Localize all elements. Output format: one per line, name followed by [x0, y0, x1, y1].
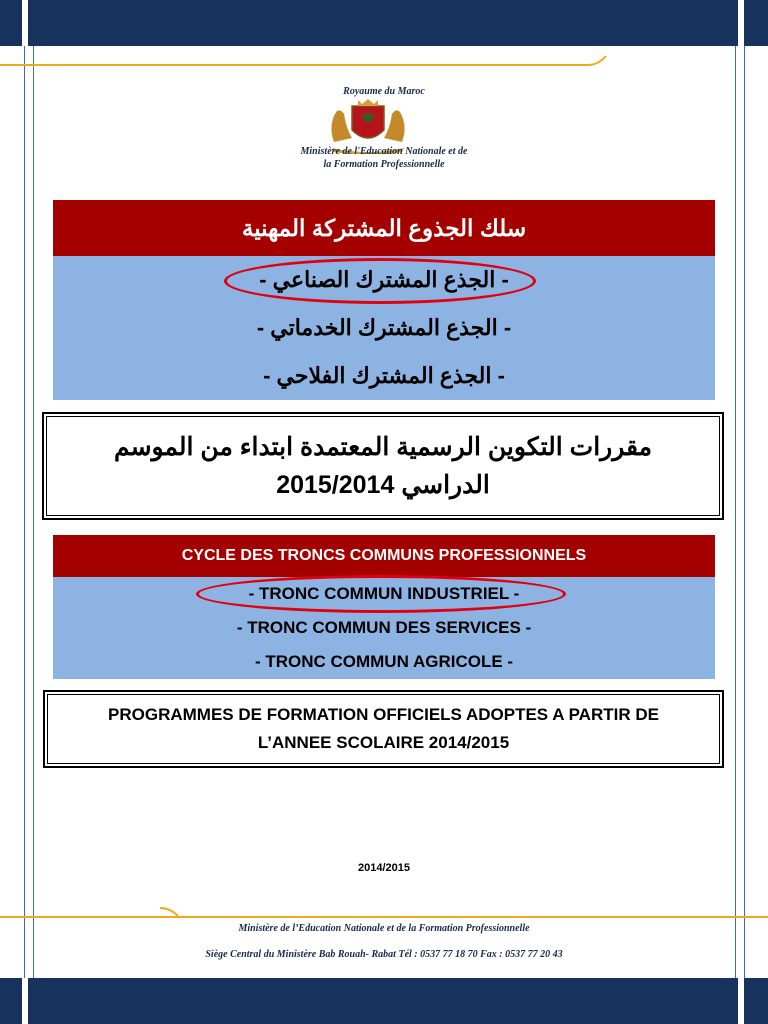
french-cycle-title: CYCLE DES TRONCS COMMUNS PROFESSIONNELS	[53, 535, 715, 577]
tronc-commun-industriel: - TRONC COMMUN INDUSTRIEL -	[248, 584, 520, 603]
french-programs-line-2: L’ANNEE SCOLAIRE 2014/2015	[257, 733, 510, 752]
french-programs-line-1: PROGRAMMES DE FORMATION OFFICIELS ADOPTES A PARTIR DE	[108, 705, 659, 724]
arabic-programs-box	[42, 412, 724, 520]
frame-line-right	[744, 46, 745, 978]
band-gap	[738, 0, 744, 46]
french-programs-box	[43, 690, 724, 768]
top-band	[0, 0, 768, 46]
frame-line-left	[24, 46, 25, 978]
footer-ministry: Ministère de l’Education Nationale et de la Formation Professionnelle	[238, 923, 530, 934]
top-orange-flourish	[588, 54, 608, 68]
kingdom-text: Royaume du Maroc	[343, 86, 425, 97]
frame-line-left-inner	[33, 46, 34, 978]
tronc-commun-agricole: - TRONC COMMUN AGRICOLE -	[254, 652, 514, 671]
ministry-line-2: la Formation Professionnelle	[323, 159, 445, 170]
arabic-cycle-title: سلك الجذوع المشتركة المهنية	[53, 200, 715, 256]
footer-address: Siège Central du Ministère Bab Rouah- Rabat Tél : 0537 77 18 70 Fax : 0537 77 20 43	[205, 949, 563, 960]
band-gap	[22, 0, 28, 46]
arabic-tronc-agricole: - الجذع المشترك الفلاحي -	[263, 363, 505, 388]
band-gap	[738, 978, 744, 1024]
school-year: 2014/2015	[358, 862, 410, 874]
bottom-orange-rule	[0, 916, 768, 918]
highlight-ellipse	[196, 575, 566, 613]
bottom-orange-flourish	[160, 906, 180, 918]
top-orange-rule	[0, 64, 590, 66]
tronc-commun-services: - TRONC COMMUN DES SERVICES -	[236, 618, 532, 637]
arabic-tronc-industriel: - الجذع المشترك الصناعي -	[259, 267, 509, 292]
bottom-band	[0, 978, 768, 1024]
ministry-line-1: Ministère de l'Education Nationale et de	[300, 146, 468, 157]
band-gap	[22, 978, 28, 1024]
frame-line-right-inner	[735, 46, 736, 978]
arabic-programs-line-2: الدراسي 2015/2014	[276, 471, 490, 499]
arabic-tronc-services: - الجذع المشترك الخدماتي -	[256, 315, 512, 340]
highlight-ellipse	[224, 258, 536, 304]
arabic-programs-line-1: مقررات التكوين الرسمية المعتمدة ابتداء من الموسم	[113, 433, 653, 461]
